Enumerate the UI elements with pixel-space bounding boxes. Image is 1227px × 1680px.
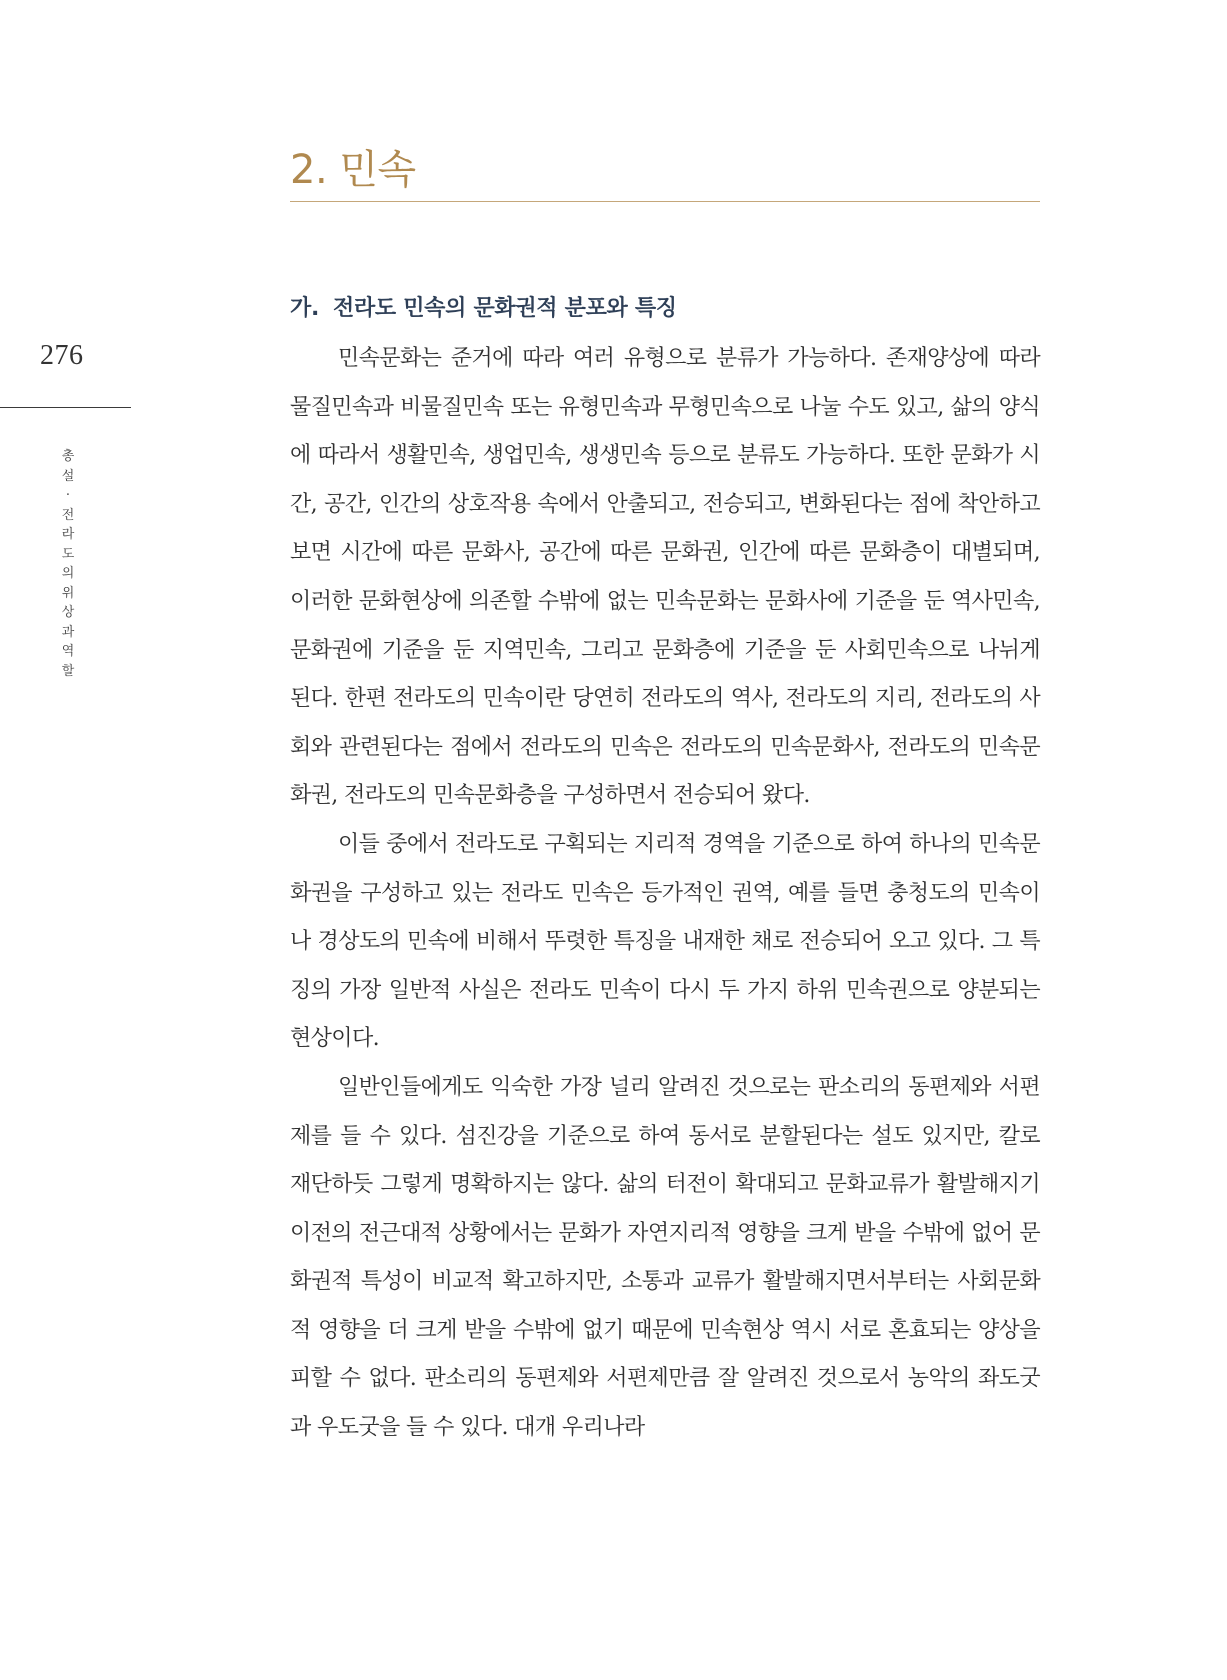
chapter-title: 2. 민속 bbox=[290, 147, 416, 193]
running-head-char: 전 bbox=[61, 507, 75, 523]
paragraph: 민속문화는 준거에 따라 여러 유형으로 분류가 가능하다. 존재양상에 따라 물질민속과 비물질민속 또는 유형민속과 무형민속으로 나눌 수도 있고, 삶의 양식에 따라서 생활민속, 생업민속, 생생민속 등으로 분류도 가능하다. 또한 문화가 시간, 공간, 인간의 상호작용 속에서 안출되고, 전승되고, 변화된다는 점에 착안하고 보면 시간에 따른 문화사, 공간에 따른 문화권, 인간에 따른 문화층이 대별되며, 이러한 문화현상에 의존할 수밖에 없는 민속문화는 문화사에 기준을 둔 역사민속, 문화권에 기준을 둔 지역민속, 그리고 문화층에 기준을 둔 사회민속으로 나뉘게 된다. 한편 전라도의 민속이란 당연히 전라도의 역사, 전라도의 지리, 전라도의 사회와 관련된다는 점에서 전라도의 민속은 전라도의 민속문화사, 전라도의 민속문화권, 전라도의 민속문화층을 구성하면서 전승되어 왔다. bbox=[290, 346, 1040, 809]
running-head-char: 위 bbox=[61, 585, 75, 601]
paragraph: 일반인들에게도 익숙한 가장 널리 알려진 것으로는 판소리의 동편제와 서편제를 들 수 있다. 섬진강을 기준으로 하여 동서로 분할된다는 설도 있지만, 칼로 재단하듯 그렇게 명확하지는 않다. 삶의 터전이 확대되고 문화교류가 활발해지기 이전의 전근대적 상황에서는 문화가 자연지리적 영향을 크게 받을 수밖에 없어 문화권적 특성이 비교적 확고하지만, 소통과 교류가 활발해지면서부터는 사회문화적 영향을 더 크게 받을 수밖에 없기 때문에 민속현상 역시 서로 혼효되는 양상을 피할 수 없다. 판소리의 동편제와 서편제만큼 잘 알려진 것으로서 농악의 좌도굿과 우도굿을 들 수 있다. 대개 우리나라 bbox=[290, 1074, 1040, 1441]
running-head-char: 라 bbox=[61, 527, 75, 542]
section-heading bbox=[290, 293, 677, 325]
running-head-char: 총 bbox=[61, 449, 75, 464]
running-head-char: 의 bbox=[61, 566, 75, 581]
running-head-char: · bbox=[65, 488, 71, 503]
running-head-char: 상 bbox=[61, 605, 75, 620]
section-title: 전라도 민속의 문화권적 분포와 특징 bbox=[333, 296, 677, 321]
running-head-char: 할 bbox=[61, 663, 75, 679]
running-head-char: 도 bbox=[61, 546, 75, 562]
section-number: 가. bbox=[290, 296, 320, 321]
body-text bbox=[290, 335, 1040, 1453]
paragraph: 이들 중에서 전라도로 구획되는 지리적 경역을 기준으로 하여 하나의 민속문화권을 구성하고 있는 전라도 민속은 등가적인 권역, 예를 들면 충청도의 민속이나 경상도의 민속에 비해서 뚜렷한 특징을 내재한 채로 전승되어 오고 있다. 그 특징의 가장 일반적 사실은 전라도 민속이 다시 두 가지 하위 민속권으로 양분되는 현상이다. bbox=[290, 831, 1040, 1052]
margin-divider bbox=[0, 407, 131, 408]
running-head-char: 역 bbox=[61, 644, 75, 659]
running-head-char: 과 bbox=[61, 624, 75, 640]
running-head bbox=[58, 447, 78, 681]
page-number: 276 bbox=[40, 340, 84, 371]
chapter-divider bbox=[290, 201, 1040, 202]
running-head-char: 설 bbox=[61, 468, 75, 484]
